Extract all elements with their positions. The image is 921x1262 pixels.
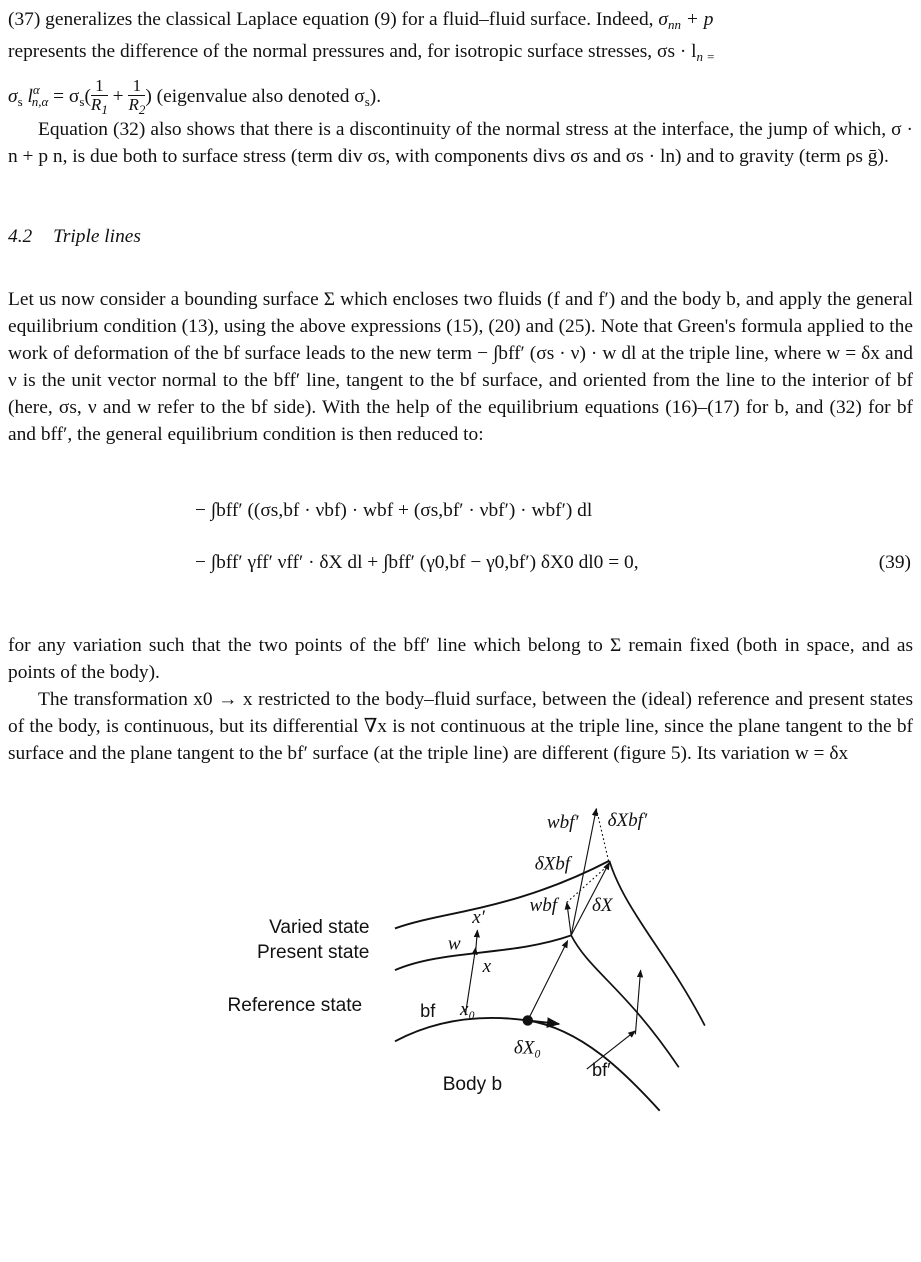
dX0-to-junction-arrow	[528, 941, 568, 1021]
r-letter-1: R	[90, 94, 102, 114]
equation-line-1: − ∫bff′ ((σs,bf · νbf) · wbf + (σs,bf′ · νbf′) · wbf′) dl	[195, 500, 593, 521]
section-number: 4.2	[8, 226, 33, 247]
label-bfp: bf′	[591, 1060, 611, 1080]
varied-state-curve	[395, 861, 609, 929]
bfp-varied-curve	[609, 861, 704, 1026]
figure-5	[0, 800, 921, 1260]
close-text: ).	[369, 86, 382, 107]
frac-r1-den	[91, 95, 108, 119]
label-bf: bf	[420, 1000, 436, 1021]
paragraph-transformation: The transformation x0 → x restricted to the body–fluid surface, between the (ideal) reference and present states of the body, is continuous, but its differential ∇x is not continuous at the triple line, since the plane tangent to the bf surface and the plane tangent to the bf′ surface (at the triple line) are different (figure 5). Its variation w = δx	[8, 689, 913, 764]
section-heading	[8, 226, 141, 248]
label-x0: x₀	[460, 999, 476, 1021]
reference-state-curve	[395, 1018, 660, 1111]
sigma-s: σ	[8, 86, 18, 107]
eigenvalue-text: ) (eigenvalue also denoted σ	[145, 86, 365, 107]
label-present-state: Present state	[256, 941, 370, 963]
equals-sigma: = σ	[48, 86, 80, 107]
label-wbfp: wbf′	[546, 811, 579, 833]
label-w: w	[447, 933, 461, 955]
para1-line1	[8, 6, 913, 38]
sub-s-3: s	[364, 94, 370, 109]
label-varied-state: Varied state	[269, 916, 370, 938]
label-body-b: Body b	[442, 1073, 503, 1095]
label-x-prime: x′	[472, 907, 485, 929]
para1-line2-tail2: n =	[696, 49, 716, 64]
label-dXbfp: δXbf′	[607, 810, 648, 832]
equation-number: (39)	[878, 552, 911, 573]
plus: +	[107, 86, 129, 107]
label-dXbf: δXbf	[534, 853, 571, 875]
label-x: x	[482, 955, 492, 977]
para1-line2-text: represents the difference of the normal pressures and, for isotropic surface stresses, σ	[8, 41, 668, 62]
paragraph-discontinuity: Equation (32) also shows that there is a discontinuity of the normal stress at the interface, the jump of which, σ · n + p n, is due both to surface stress (term div σs, with components divs σs and σs · ln) and to gravity (term ρs ḡ).	[8, 119, 913, 167]
r-sub-1: 1	[101, 101, 108, 117]
label-wbf: wbf	[529, 895, 558, 917]
frac-r1	[91, 77, 108, 119]
right-arrow-2	[635, 970, 640, 1034]
paragraph-triple-line: Let us now consider a bounding surface Σ which encloses two fluids (f and f′) and the body b, and apply the general equilibrium condition (13), using the above expressions (15), (20) and (25). Note that Green's formula applied to the work of deformation of the bf surface leads to the new term − ∫bff′ (σs · ν) · w dl at the triple line, where w = δx and ν is the unit vector normal to the bff′ line, tangent to the bf surface, and oriented from the line to the interior of bf (here, σs, ν and w refer to the bf side). With the help of the equilibrium equations (16)–(17) for b, and (32) for bf and bff′, the general equilibrium condition is then reduced to:	[8, 289, 913, 445]
equation-line-2: − ∫bff′ γff′ νff′ · δX dl + ∫bff′ (γ0,bf − γ0,bf′) δX0 dl0 = 0,	[195, 552, 639, 573]
frac-r2-num: 1	[132, 75, 142, 95]
para1-line2	[8, 38, 913, 70]
para1-line2-tail: s · l	[667, 41, 697, 62]
section-title: Triple lines	[53, 226, 141, 247]
wbf-arrow	[567, 902, 571, 935]
sigma-symbol: σ	[658, 9, 668, 30]
r-sub-2: 2	[138, 101, 146, 117]
plus-p: + p	[680, 9, 714, 30]
r-letter-2: R	[128, 94, 139, 114]
frac-r2-den	[128, 95, 145, 119]
paragraph-variation: for any variation such that the two points of the bff′ line which belong to Σ remain fixed (both in space, and as points of the body).	[8, 635, 913, 683]
sigma-nn-subscript: nn	[667, 17, 681, 32]
label-dX0: δX₀	[513, 1037, 542, 1059]
sub-s-2: s	[79, 94, 85, 109]
paragraph-laplace	[8, 6, 913, 119]
para1-line3	[8, 76, 913, 119]
sub-s: s	[17, 94, 23, 109]
para1-line1-text: (37) generalizes the classical Laplace equation (9) for a fluid–fluid surface. Indeed,	[8, 9, 659, 30]
frac-r1-num: 1	[95, 75, 104, 95]
n-alpha-sub: n,α	[31, 94, 49, 109]
label-dX: δX	[591, 895, 613, 917]
frac-r2	[128, 77, 145, 119]
label-reference-state: Reference state	[227, 994, 363, 1016]
open-paren: (	[84, 86, 91, 107]
w-arrow	[476, 930, 478, 951]
junction-dot	[523, 1015, 533, 1025]
alpha-sup: α	[32, 82, 40, 97]
l-symbol: l	[22, 86, 33, 107]
